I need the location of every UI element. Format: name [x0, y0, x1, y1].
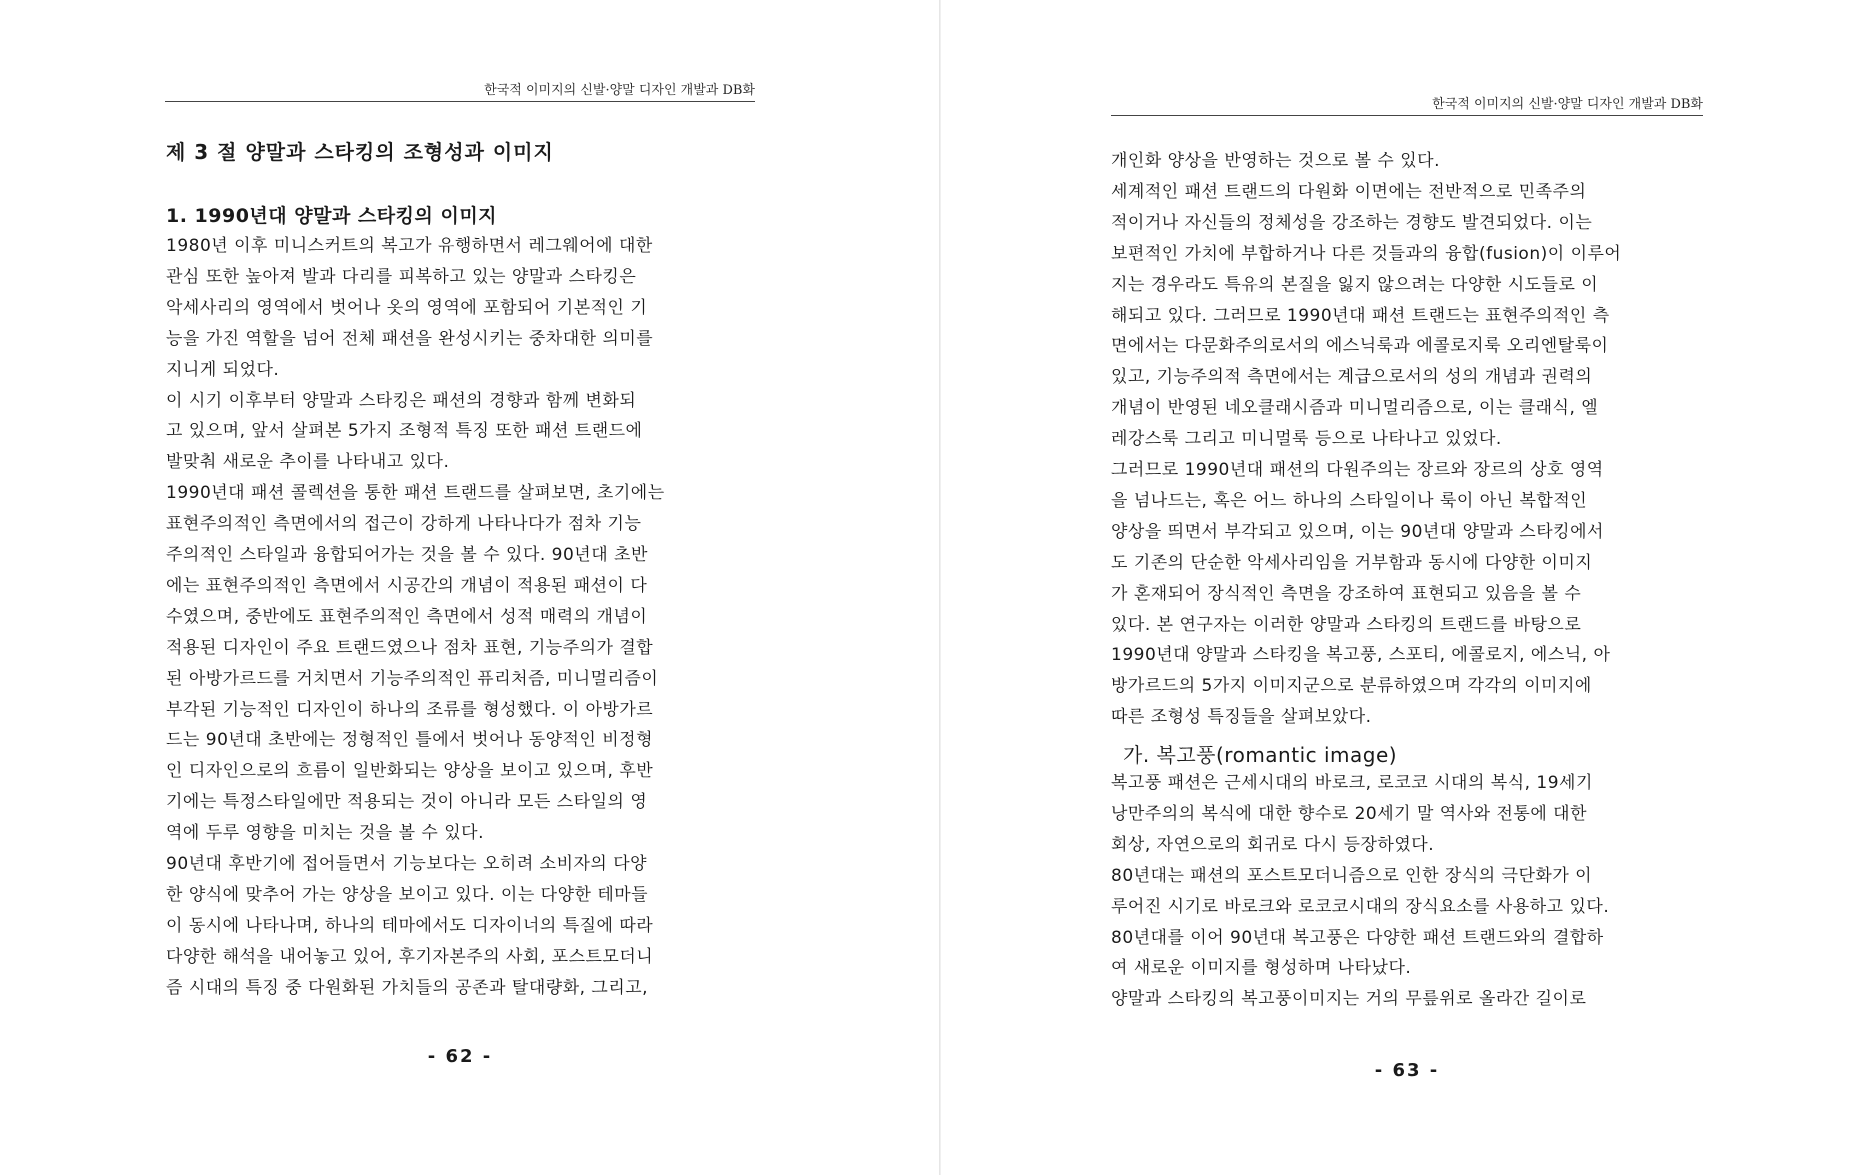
- body-text-line: 이 동시에 나타나며, 하나의 테마에서도 디자이너의 특질에 따라: [166, 915, 654, 936]
- body-text-line: 1980년 이후 미니스커트의 복고가 유행하면서 레그웨어에 대한: [166, 236, 653, 256]
- romantic-image-heading: 가. 복고풍(romantic image): [1123, 743, 1398, 767]
- body-text-line: 회상, 자연으로의 회귀로 다시 등장하였다.: [1111, 834, 1435, 855]
- body-text-line: 기에는 특정스타일에만 적용되는 것이 아니라 모든 스타일의 영: [166, 792, 648, 813]
- body-text-line: 개인화 양상을 반영하는 것으로 볼 수 있다.: [1111, 151, 1441, 171]
- body-text-line: 지니게 되었다.: [166, 359, 280, 380]
- body-text-line: 방가르드의 5가지 이미지군으로 분류하였으며 각각의 이미지에: [1111, 676, 1592, 697]
- body-text-line: 관심 또한 높아져 발과 다리를 피복하고 있는 양말과 스타킹은: [166, 266, 637, 287]
- subsection-title: 1. 1990년대 양말과 스타킹의 이미지: [166, 205, 498, 227]
- body-text-line: 발맞춰 새로운 추이를 나타내고 있다.: [166, 452, 450, 473]
- body-text-line: 면에서는 다문화주의로서의 에스닉룩과 에콜로지룩 오리엔탈룩이: [1111, 336, 1609, 357]
- body-text-line: 따른 조형성 특징들을 살펴보았다.: [1111, 707, 1372, 728]
- body-text-line: 능을 가진 역할을 넘어 전체 패션을 완성시키는 중차대한 의미를: [166, 328, 654, 349]
- body-text-line: 악세사리의 영역에서 벗어나 옷의 영역에 포함되어 기본적인 기: [166, 297, 648, 318]
- right-running-head: 한국적 이미지의 신발·양말 디자인 개발과 DB화: [1111, 96, 1703, 116]
- body-text-line: 인 디자인으로의 흐름이 일반화되는 양상을 보이고 있으며, 후반: [166, 761, 654, 782]
- body-text-line: 1990년대 패션 콜렉션을 통한 패션 트랜드를 살펴보면, 초기에는: [166, 483, 665, 504]
- body-text-line: 있고, 기능주의적 측면에서는 계급으로서의 성의 개념과 권력의: [1111, 367, 1593, 388]
- body-text-line: 양말과 스타킹의 복고풍이미지는 거의 무릎위로 올라간 길이로: [1111, 989, 1587, 1010]
- body-text-line: 수였으며, 중반에도 표현주의적인 측면에서 성적 매력의 개념이: [166, 606, 648, 627]
- body-text-line: 드는 90년대 초반에는 정형적인 틀에서 벗어나 동양적인 비정형: [166, 730, 654, 751]
- body-text-line: 된 아방가르드를 거치면서 기능주의적인 퓨리처즘, 미니멀리즘이: [166, 668, 659, 689]
- body-text-line: 도 기존의 단순한 악세사리임을 거부함과 동시에 다양한 이미지: [1111, 552, 1593, 573]
- body-text-line: 그러므로 1990년대 패션의 다원주의는 장르와 장르의 상호 영역: [1111, 460, 1604, 480]
- body-text-line: 즘 시대의 특징 중 다원화된 가치들의 공존과 탈대량화, 그리고,: [166, 977, 649, 998]
- body-text-line: 해되고 있다. 그러므로 1990년대 패션 트랜드는 표현주의적인 측: [1111, 305, 1610, 326]
- body-text-line: 80년대를 이어 90년대 복고풍은 다양한 패션 트랜드와의 결합하: [1111, 927, 1604, 948]
- body-text-line: 적이거나 자신들의 정체성을 강조하는 경향도 발견되었다. 이는: [1111, 212, 1593, 233]
- body-text-line: 여 새로운 이미지를 형성하며 나타났다.: [1111, 958, 1412, 979]
- body-text-line: 가 혼재되어 장식적인 측면을 강조하여 표현되고 있음을 볼 수: [1111, 583, 1582, 604]
- body-text-line: 세계적인 패션 트랜드의 다원화 이면에는 전반적으로 민족주의: [1111, 181, 1587, 202]
- body-text-line: 90년대 후반기에 접어들면서 기능보다는 오히려 소비자의 다양: [166, 854, 648, 874]
- body-text-line: 개념이 반영된 네오클래시즘과 미니멀리즘으로, 이는 클래식, 엘: [1111, 398, 1599, 419]
- section-title: 제 3 절 양말과 스타킹의 조형성과 이미지: [166, 140, 554, 164]
- body-text-line: 복고풍 패션은 근세시대의 바로크, 로코코 시대의 복식, 19세기: [1111, 773, 1593, 793]
- body-text-line: 있다. 본 연구자는 이러한 양말과 스타킹의 트랜드를 바탕으로: [1111, 614, 1582, 635]
- body-text-line: 역에 두루 영향을 미치는 것을 볼 수 있다.: [166, 823, 484, 844]
- body-text-line: 레강스룩 그리고 미니멀룩 등으로 나타나고 있었다.: [1111, 429, 1502, 450]
- body-text-line: 한 양식에 맞추어 가는 양상을 보이고 있다. 이는 다양한 테마들: [166, 884, 649, 905]
- body-text-line: 고 있으며, 앞서 살펴본 5가지 조형적 특징 또한 패션 트랜드에: [166, 421, 643, 442]
- body-text-line: 적용된 디자인이 주요 트랜드였으나 점차 표현, 기능주의가 결합: [166, 637, 654, 658]
- body-text-line: 표현주의적인 측면에서의 접근이 강하게 나타나다가 점차 기능: [166, 514, 642, 535]
- body-text-line: 1990년대 양말과 스타킹을 복고풍, 스포티, 에콜로지, 에스닉, 아: [1111, 645, 1611, 666]
- body-text-line: 루어진 시기로 바로크와 로코코시대의 장식요소를 사용하고 있다.: [1111, 896, 1610, 917]
- left-running-head: 한국적 이미지의 신발·양말 디자인 개발과 DB화: [165, 82, 755, 102]
- body-text-line: 양상을 띄면서 부각되고 있으며, 이는 90년대 양말과 스타킹에서: [1111, 521, 1604, 542]
- body-text-line: 지는 경우라도 특유의 본질을 잃지 않으려는 다양한 시도들로 이: [1111, 274, 1599, 295]
- body-text-line: 80년대는 패션의 포스트모더니즘으로 인한 장식의 극단화가 이: [1111, 865, 1593, 886]
- body-text-line: 이 시기 이후부터 양말과 스타킹은 패션의 경향과 함께 변화되: [166, 390, 637, 411]
- right-page: [941, 0, 1866, 1175]
- body-text-line: 부각된 기능적인 디자인이 하나의 조류를 형성했다. 이 아방가르: [166, 699, 654, 720]
- left-page-number: - 62 -: [427, 1046, 493, 1067]
- body-text-line: 주의적인 스타일과 융합되어가는 것을 볼 수 있다. 90년대 초반: [166, 545, 648, 565]
- body-text-line: 에는 표현주의적인 측면에서 시공간의 개념이 적용된 패션이 다: [166, 575, 648, 596]
- right-page-number: - 63 -: [1374, 1060, 1440, 1081]
- body-text-line: 보편적인 가치에 부합하거나 다른 것들과의 융합(fusion)이 이루어: [1111, 243, 1622, 264]
- body-text-line: 다양한 해석을 내어놓고 있어, 후기자본주의 사회, 포스트모더니: [166, 946, 654, 967]
- body-text-line: 을 넘나드는, 혹은 어느 하나의 스타일이나 룩이 아닌 복합적인: [1111, 490, 1588, 511]
- body-text-line: 낭만주의의 복식에 대한 향수로 20세기 말 역사와 전통에 대한: [1111, 803, 1587, 824]
